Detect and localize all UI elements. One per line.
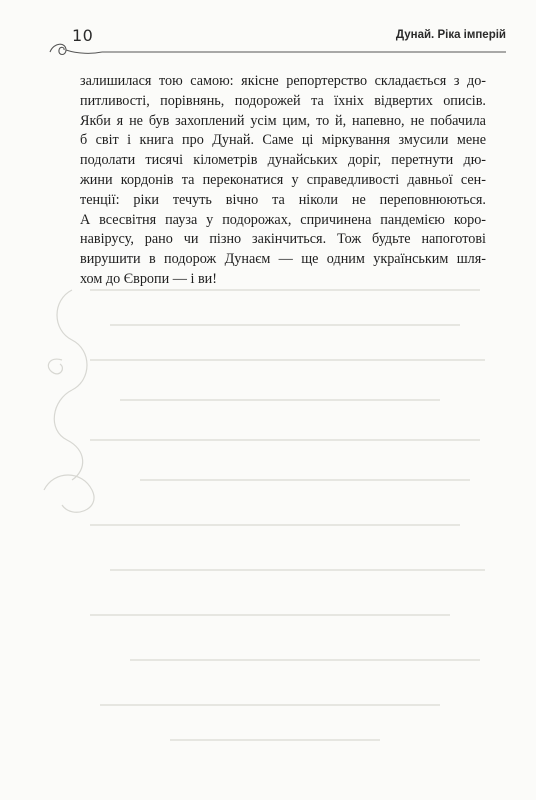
text-line: залишилася тою самою: якісне репортерство складається з до- (80, 73, 487, 89)
text-line: подолати тисячі кілометрів дунайських доріг, перетнути дю- (80, 152, 487, 169)
text-line: б світ і книга про Дунай. Саме ці міркування змусили мене (80, 132, 487, 149)
text-line: навірусу, рано чи пізно закінчиться. Тож будьте напоготові (80, 231, 486, 248)
text-line: жини кордонів та переконатися у справедливості давньої сен- (80, 171, 486, 188)
swirl-flourish-icon (32, 270, 112, 550)
text-line: хом до Європи — і ви! (80, 270, 217, 287)
faint-bleed-through-texture (80, 270, 500, 770)
text-line: А всесвітня пауза у подорожах, спричинена пандемією коро- (80, 211, 487, 228)
text-line: вирушити в подорож Дунаєм — ще одним українським шля- (80, 251, 486, 268)
text-line: тенції: ріки течуть вічно та ніколи не переповнюються. (80, 191, 486, 208)
text-line: питливості, порівнянь, подорожей та їхніх відвертих описів. (80, 92, 486, 109)
page-number: 10 (72, 26, 94, 45)
body-paragraph (80, 72, 486, 290)
running-title: Дунай. Ріка імперій (395, 29, 506, 41)
text-line: Якби я не був захоплений усім цим, то й, напевно, не побачила (80, 112, 486, 129)
swirl-flourish-icon (30, 38, 510, 60)
